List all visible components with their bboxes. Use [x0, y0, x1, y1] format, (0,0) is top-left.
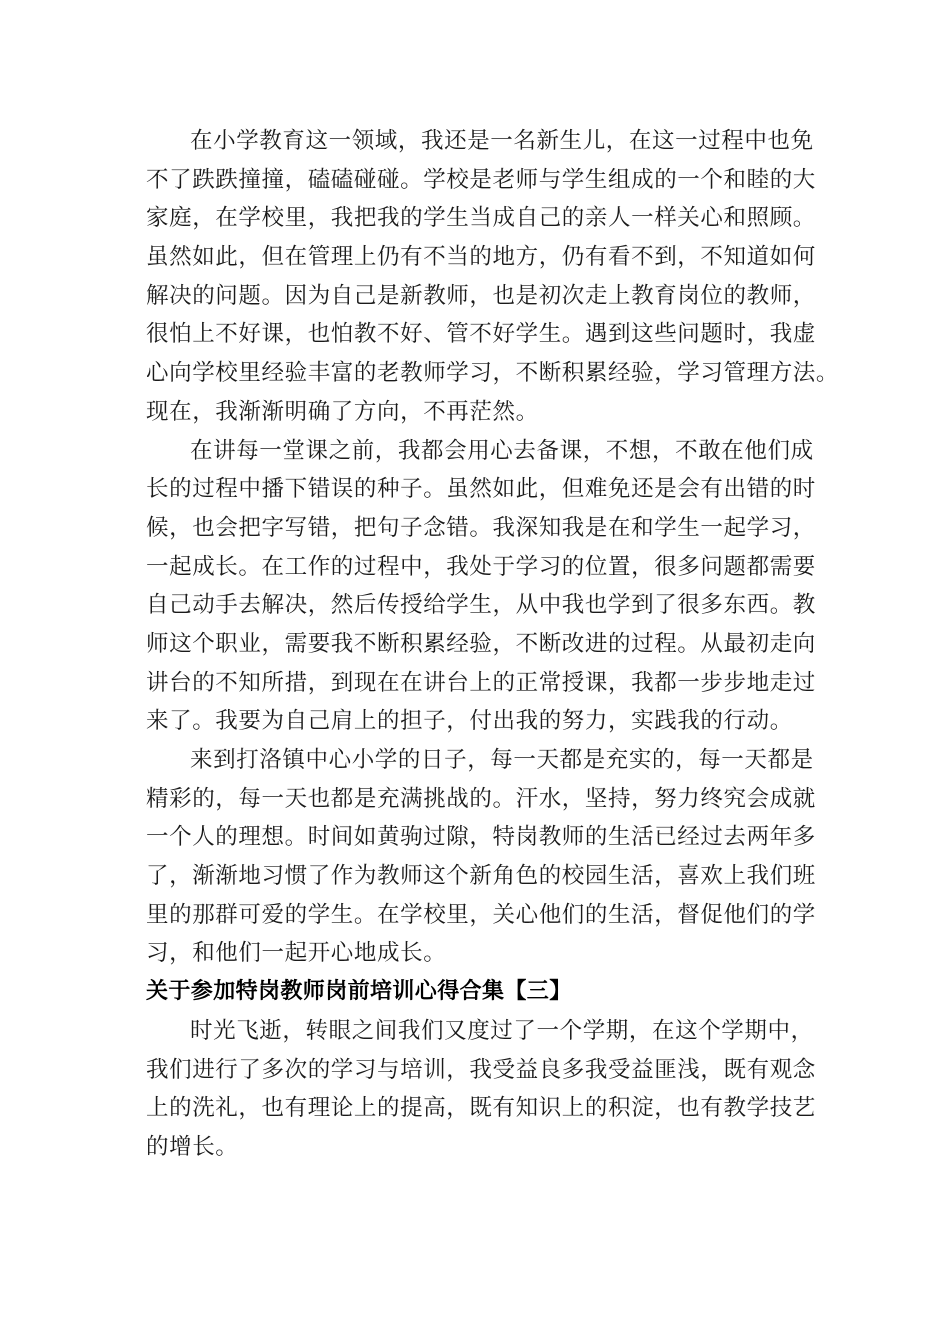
text-line: 解决的问题。因为自己是新教师，也是初次走上教育岗位的教师， — [146, 282, 816, 309]
text-line: 时光飞逝，转眼之间我们又度过了一个学期，在这个学期中， — [190, 1017, 814, 1044]
text-line: 习，和他们一起开心地成长。 — [146, 940, 447, 967]
text-line: 心向学校里经验丰富的老教师学习，不断积累经验，学习管理方法。 — [146, 360, 840, 387]
text-line: 精彩的，每一天也都是充满挑战的。汗水，坚持，努力终究会成就 — [146, 785, 816, 812]
text-line: 师这个职业，需要我不断积累经验，不断改进的过程。从最初走向 — [146, 630, 816, 657]
paragraph-1 — [146, 122, 840, 432]
text-line: 不了跌跌撞撞，磕磕碰碰。学校是老师与学生组成的一个和睦的大 — [146, 166, 816, 193]
text-line: 在小学教育这一领域，我还是一名新生儿，在这一过程中也免 — [190, 128, 814, 154]
text-line: 来到打洛镇中心小学的日子，每一天都是充实的，每一天都是 — [190, 747, 814, 773]
text-line: 在讲每一堂课之前，我都会用心去备课，不想，不敢在他们成 — [190, 437, 814, 464]
text-line: 我们进行了多次的学习与培训，我受益良多我受益匪浅，既有观念 — [146, 1056, 816, 1083]
text-line: 的增长。 — [146, 1133, 239, 1160]
text-line: 自己动手去解决，然后传授给学生，从中我也学到了很多东西。教 — [146, 592, 816, 619]
paragraph-3 — [146, 741, 816, 973]
text-line: 虽然如此，但在管理上仍有不当的地方，仍有看不到，不知道如何 — [146, 244, 816, 271]
text-line: 候，也会把字写错，把句子念错。我深知我是在和学生一起学习， — [146, 514, 816, 541]
text-line: 来了。我要为自己肩上的担子，付出我的努力，实践我的行动。 — [146, 708, 793, 735]
text-line: 里的那群可爱的学生。在学校里，关心他们的生活，督促他们的学 — [146, 901, 816, 928]
text-line: 家庭，在学校里，我把我的学生当成自己的亲人一样关心和照顾。 — [146, 205, 816, 232]
text-line: 一起成长。在工作的过程中，我处于学习的位置，很多问题都需要 — [146, 553, 816, 580]
text-line: 讲台的不知所措，到现在在讲台上的正常授课，我都一步步地走过 — [146, 669, 816, 696]
paragraph-4 — [146, 1012, 816, 1167]
text-line: 很怕上不好课，也怕教不好、管不好学生。遇到这些问题时，我虚 — [146, 321, 816, 348]
document-body — [146, 122, 840, 1167]
paragraph-2 — [146, 432, 816, 742]
text-line: 长的过程中播下错误的种子。虽然如此，但难免还是会有出错的时 — [146, 476, 816, 503]
section-heading: 关于参加特岗教师岗前培训心得合集【三】 — [146, 979, 572, 1005]
text-line: 现在，我渐渐明确了方向，不再茫然。 — [146, 398, 539, 425]
text-line: 上的洗礼，也有理论上的提高，既有知识上的积淀，也有教学技艺 — [146, 1095, 816, 1122]
text-line: 一个人的理想。时间如黄驹过隙，特岗教师的生活已经过去两年多 — [146, 824, 816, 851]
text-line: 了，渐渐地习惯了作为教师这个新角色的校园生活，喜欢上我们班 — [146, 863, 816, 890]
